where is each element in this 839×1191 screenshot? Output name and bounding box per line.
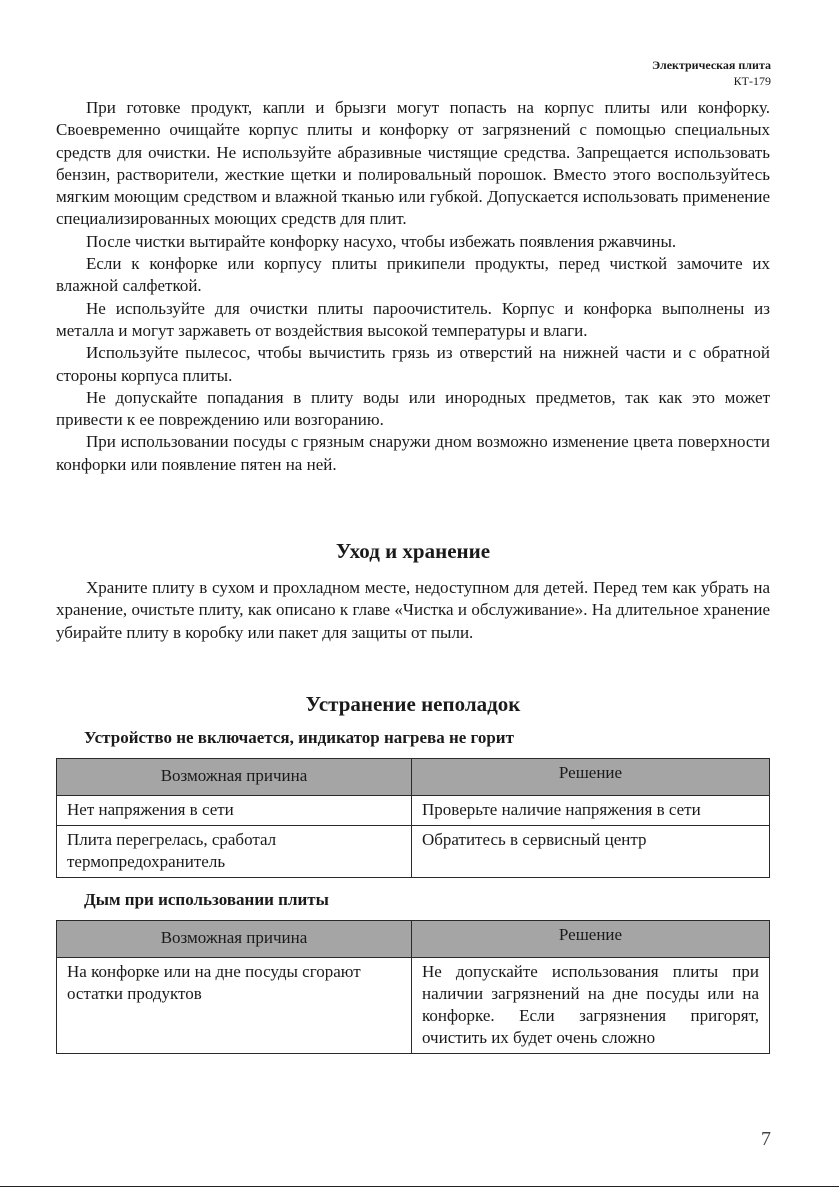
paragraph: Не используйте для очистки плиты пароочиститель. Корпус и конфорка выполнены из металла и могут заржаветь от воздействия высокой температуры и влаги. xyxy=(56,298,770,340)
cause-cell: На конфорке или на дне посуды сгорают остатки продуктов xyxy=(57,957,412,1053)
troubleshooting-table-smoke xyxy=(56,920,770,1054)
paragraph: При готовке продукт, капли и брызги могут попасть на корпус плиты или конфорку. Своевременно очищайте корпус плиты и конфорку от загрязнений с помощью специальных средств для очистки. Не используйте абразивные чистящие средства. Запрещается использовать бензин, растворители, жесткие щетки и полировальный порошок. Вместо этого воспользуйтесь мягким моющим средством и влажной тканью или губкой. Допускается использовать применение специализированных моющих средств для плит. xyxy=(56,98,770,229)
column-header-cause: Возможная причина xyxy=(57,758,412,795)
section-title-troubleshooting: Устранение неполадок xyxy=(305,691,521,716)
care-paragraph: Храните плиту в сухом и прохладном месте, недоступном для детей. Перед тем как убрать на хранение, очистьте плиту, как описано к главе «Чистка и обслуживание». На длительное хранение убирайте плиту в коробку или пакет для защиты от пыли. xyxy=(56,578,770,642)
header-model: КТ-179 xyxy=(733,74,771,88)
problem-heading-smoke: Дым при использовании плиты xyxy=(84,889,329,909)
solution-cell: Не допускайте использования плиты при наличии загрязнений на дне посуды или на конфорке. Если загрязнения пригорят, очистить их будет очень сложно xyxy=(412,957,770,1053)
section-title-care: Уход и хранение xyxy=(335,539,491,564)
column-header-solution: Решение xyxy=(412,758,770,795)
paragraph: При использовании посуды с грязным снаружи дном возможно изменение цвета поверхности конфорки или появление пятен на ней. xyxy=(56,432,770,474)
cause-cell: Нет напряжения в сети xyxy=(57,795,412,825)
running-header xyxy=(652,57,771,89)
problem-heading-no-power: Устройство не включается, индикатор нагрева не горит xyxy=(84,727,514,747)
column-header-solution: Решение xyxy=(412,920,770,957)
table-header-row xyxy=(57,758,770,795)
solution-cell: Обратитесь в сервисный центр xyxy=(412,825,770,877)
paragraph: Не допускайте попадания в плиту воды или инородных предметов, так как это может привести к ее повреждению или возгоранию. xyxy=(56,387,770,430)
table-header-row xyxy=(57,920,770,957)
column-header-cause: Возможная причина xyxy=(57,920,412,957)
solution-cell: Проверьте наличие напряжения в сети xyxy=(412,795,770,825)
table-row xyxy=(57,795,770,825)
header-product-name: Электрическая плита xyxy=(652,58,771,72)
page-bottom-rule xyxy=(0,1186,839,1187)
paragraph: После чистки вытирайте конфорку насухо, чтобы избежать появления ржавчины. xyxy=(86,231,677,251)
table-row xyxy=(57,825,770,877)
troubleshooting-table-no-power xyxy=(56,758,770,878)
page-number: 7 xyxy=(761,1128,771,1150)
paragraph: Если к конфорке или корпусу плиты прикипели продукты, перед чисткой замочите их влажной салфеткой. xyxy=(56,254,770,296)
cleaning-section xyxy=(56,97,770,476)
cause-cell: Плита перегрелась, сработал термопредохранитель xyxy=(57,825,412,877)
table-row xyxy=(57,957,770,1053)
page-content xyxy=(56,97,770,1066)
paragraph: Используйте пылесос, чтобы вычистить грязь из отверстий на нижней части и с обратной стороны корпуса плиты. xyxy=(56,343,770,385)
